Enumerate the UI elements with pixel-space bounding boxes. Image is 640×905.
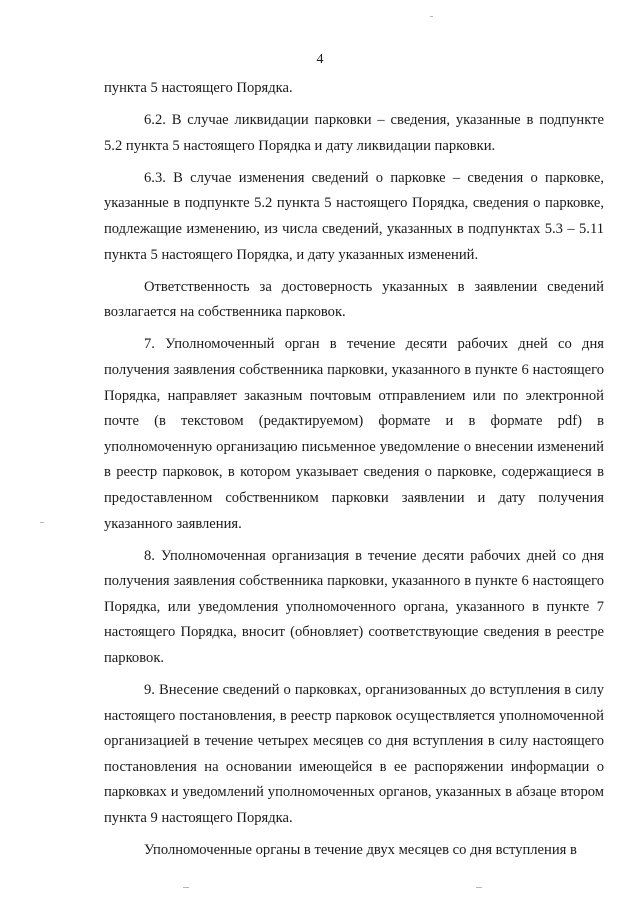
paragraph-7: 7. Уполномоченный орган в течение десяти рабочих дней со дня получения заявления собственника парковки, указанного в пункте 6 настоящего Порядка, направляет заказным почтовым отправлением или по электронной почте (в текстовом (редактируемом) формате и в формате pdf) в уполномоченную организацию письменное уведомление о внесении изменений в реестр парковок, в котором указывает сведения о парковке, содержащиеся в предоставленном собственником парковки заявлении и дату получения указанного заявления. bbox=[104, 336, 604, 532]
scan-speck bbox=[476, 887, 482, 888]
scan-speck bbox=[430, 16, 433, 17]
scan-speck bbox=[183, 887, 189, 888]
scan-speck bbox=[40, 522, 44, 523]
paragraph-continuation: пункта 5 настоящего Порядка. bbox=[104, 80, 293, 96]
paragraph-responsibility: Ответственность за достоверность указанных в заявлении сведений возлагается на собственника парковок. bbox=[104, 278, 604, 321]
paragraph-authorized-bodies: Уполномоченные органы в течение двух месяцев со дня вступления в bbox=[144, 842, 577, 859]
paragraph-8: 8. Уполномоченная организация в течение десяти рабочих дней со дня получения заявления собственника парковки, указанного в пункте 6 настоящего Порядка, или уведомления уполномоченного органа, указанного в пункте 7 настоящего Порядка, вносит (обновляет) соответствующие сведения в реестре парковок. bbox=[104, 547, 604, 666]
document-body bbox=[104, 76, 604, 864]
paragraph-9: 9. Внесение сведений о парковках, организованных до вступления в силу настоящего постановления, в реестр парковок осуществляется уполномоченной организацией в течение четырех месяцев со дня вступления в силу настоящего постановления на основании имеющейся в ее распоряжении информации о парковках и уведомлений уполномоченных органов, указанных в абзаце втором пункта 9 настоящего Порядка. bbox=[104, 682, 604, 827]
page-number: 4 bbox=[316, 52, 324, 67]
paragraph-6-2: 6.2. В случае ликвидации парковки – сведения, указанные в подпункте 5.2 пункта 5 настоящего Порядка и дату ликвидации парковки. bbox=[104, 112, 604, 154]
paragraph-6-3: 6.3. В случае изменения сведений о парковке – сведения о парковке, указанные в подпункте 5.2 пункта 5 настоящего Порядка, сведения о парковке, подлежащие изменению, из числа сведений, указанных в подпунктах 5.3 – 5.11 пункта 5 настоящего Порядка, и дату указанных изменений. bbox=[104, 169, 604, 263]
